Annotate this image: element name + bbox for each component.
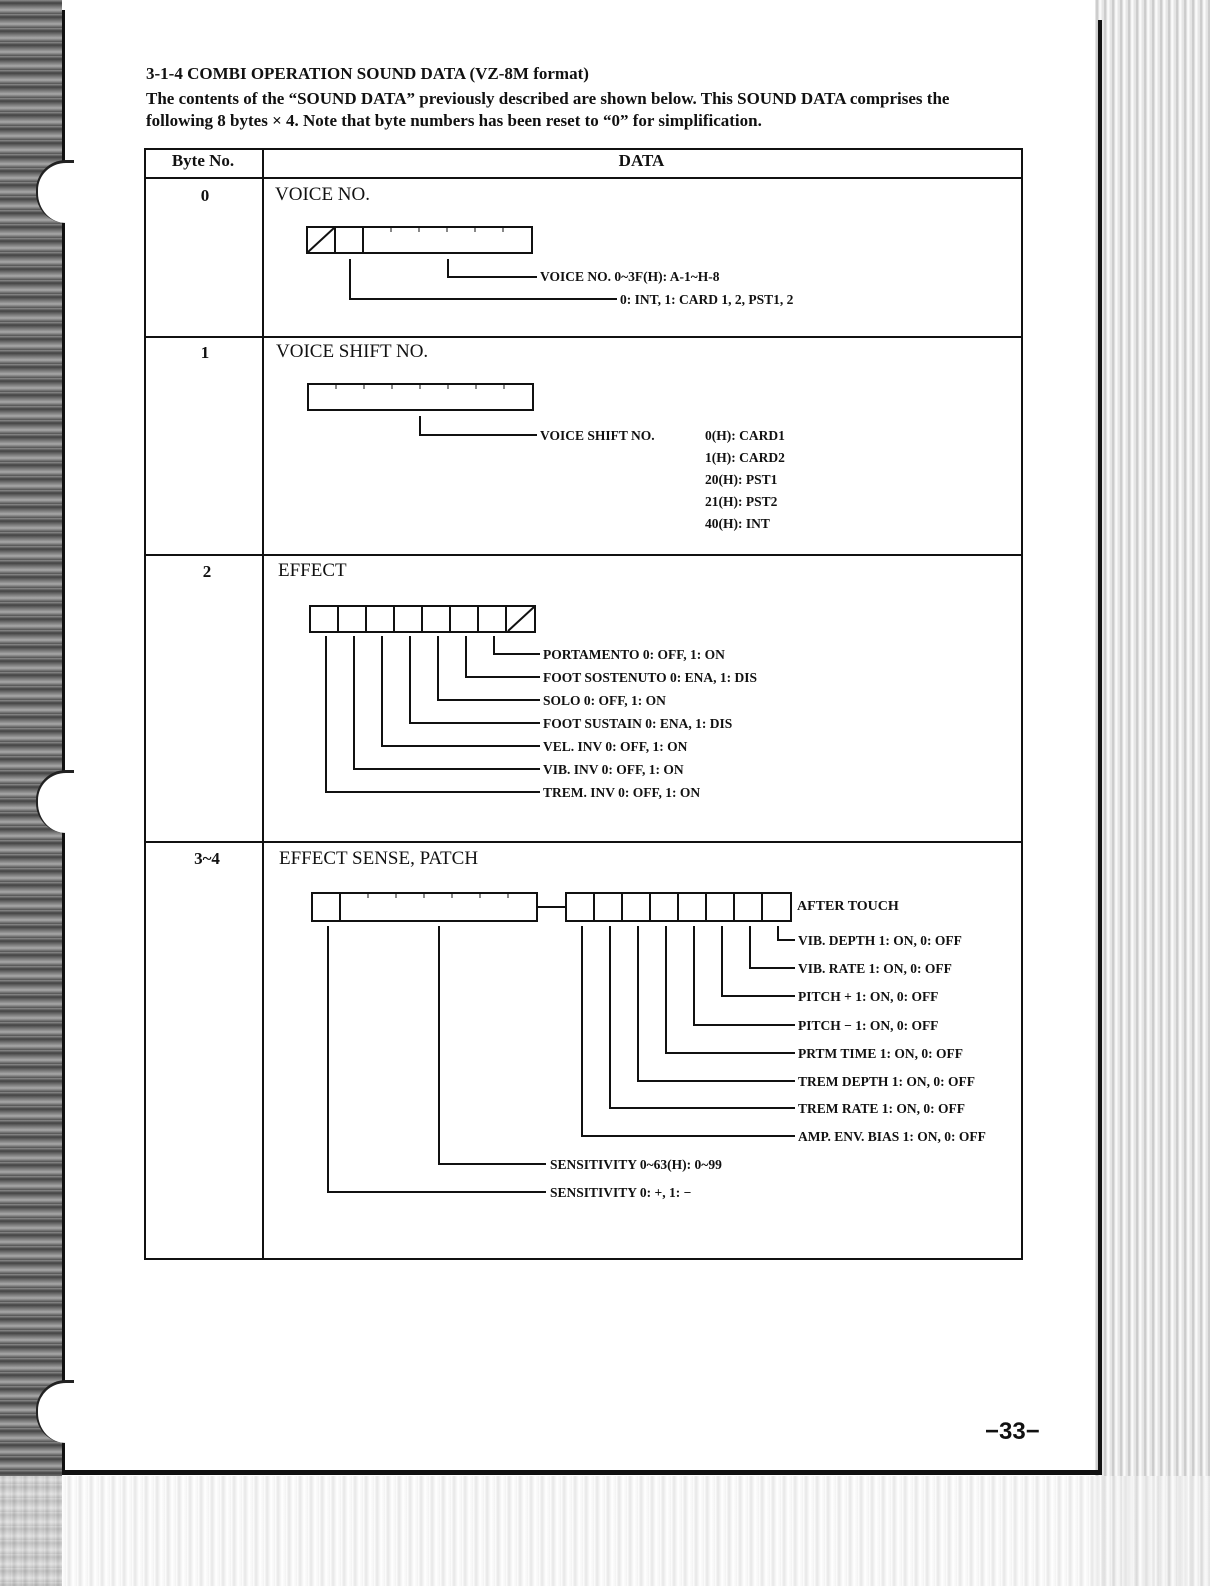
- value-item: 0(H): CARD1: [705, 428, 785, 443]
- row-title: VOICE NO.: [275, 184, 370, 205]
- value-item: 20(H): PST1: [705, 472, 778, 487]
- byte-number: 3~4: [194, 849, 220, 868]
- value-item: 21(H): PST2: [705, 494, 778, 509]
- field-label: PITCH + 1: ON, 0: OFF: [798, 989, 939, 1004]
- after-touch-label: AFTER TOUCH: [797, 899, 899, 914]
- intro-line: The contents of the “SOUND DATA” previously described are shown below. This SOUND DATA comprises the: [146, 89, 950, 108]
- field-label: TREM RATE 1: ON, 0: OFF: [798, 1101, 965, 1116]
- field-label: AMP. ENV. BIAS 1: ON, 0: OFF: [798, 1129, 986, 1144]
- field-label: VOICE SHIFT NO.: [540, 428, 655, 443]
- byte-number: 0: [200, 186, 210, 205]
- field-label: VEL. INV 0: OFF, 1: ON: [543, 739, 688, 754]
- col-header-data: DATA: [618, 151, 665, 170]
- col-header-byte: Byte No.: [171, 151, 235, 170]
- field-label: SENSITIVITY 0~63(H): 0~99: [550, 1157, 722, 1172]
- row-title: EFFECT: [278, 560, 347, 581]
- field-label: FOOT SUSTAIN 0: ENA, 1: DIS: [543, 716, 733, 731]
- section-heading: 3-1-4 COMBI OPERATION SOUND DATA (VZ-8M format): [146, 64, 589, 83]
- byte34-bitfield: [312, 893, 795, 1192]
- field-label: VOICE NO. 0~3F(H): A-1~H-8: [540, 269, 720, 284]
- field-label: PORTAMENTO 0: OFF, 1: ON: [543, 647, 725, 662]
- byte-number: 2: [202, 562, 212, 581]
- field-label: PRTM TIME 1: ON, 0: OFF: [798, 1046, 964, 1061]
- field-label: FOOT SOSTENUTO 0: ENA, 1: DIS: [543, 670, 758, 685]
- field-label: VIB. INV 0: OFF, 1: ON: [543, 762, 684, 777]
- byte1-bitfield: [308, 384, 537, 435]
- field-label: 0: INT, 1: CARD 1, 2, PST1, 2: [620, 292, 794, 307]
- value-item: 1(H): CARD2: [705, 450, 785, 465]
- field-label: TREM. INV 0: OFF, 1: ON: [543, 785, 701, 800]
- byte-number: 1: [200, 343, 210, 362]
- page-number: −33−: [985, 1418, 1040, 1445]
- field-label: SENSITIVITY 0: +, 1: −: [550, 1185, 692, 1200]
- field-label: SOLO 0: OFF, 1: ON: [543, 693, 666, 708]
- field-label: VIB. DEPTH 1: ON, 0: OFF: [798, 933, 962, 948]
- field-label: PITCH − 1: ON, 0: OFF: [798, 1018, 939, 1033]
- byte0-bitfield: [307, 227, 617, 299]
- value-item: 40(H): INT: [705, 516, 770, 531]
- row-title: VOICE SHIFT NO.: [276, 341, 429, 362]
- field-label: VIB. RATE 1: ON, 0: OFF: [798, 961, 952, 976]
- field-label: TREM DEPTH 1: ON, 0: OFF: [798, 1074, 975, 1089]
- byte2-bitfield: [310, 606, 540, 792]
- intro-line: following 8 bytes × 4. Note that byte numbers has been reset to “0” for simplification.: [146, 111, 762, 130]
- row-title: EFFECT SENSE, PATCH: [279, 848, 479, 869]
